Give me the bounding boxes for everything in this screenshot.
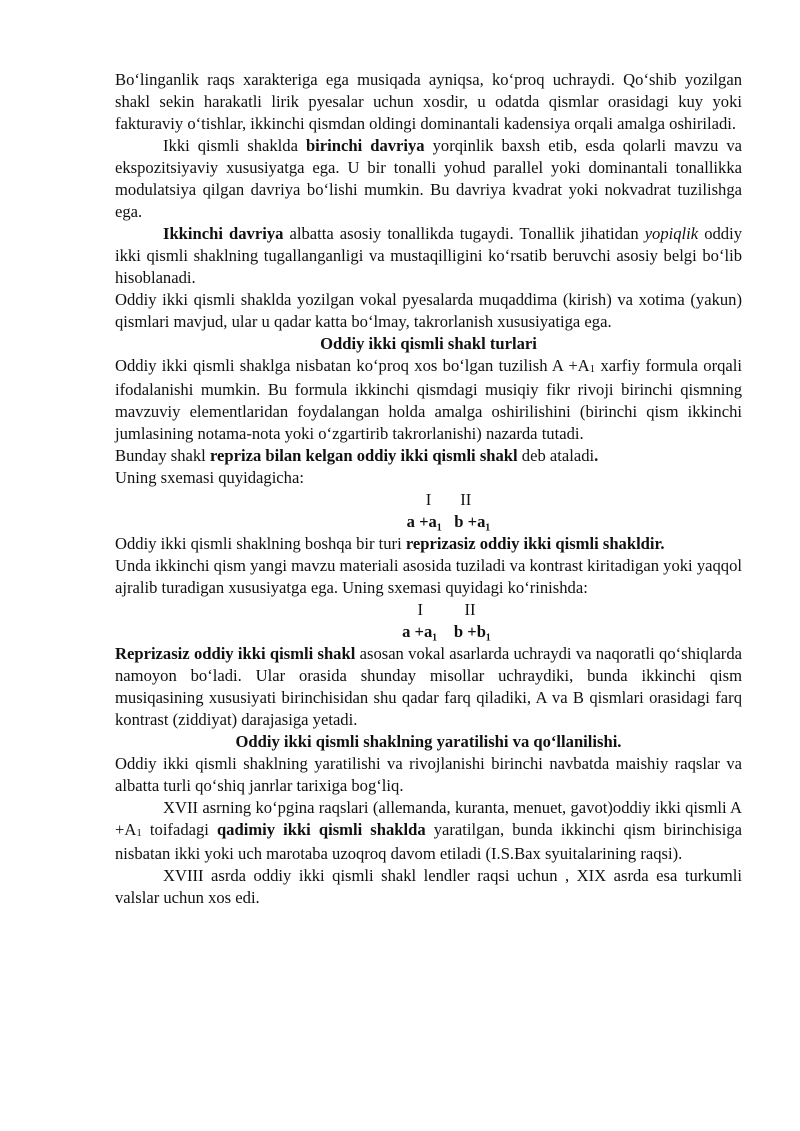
paragraph-intro: Bo‘linganlik raqs xarakteriga ega musiqada ayniqsa, ko‘proq uchraydi. Qo‘shib yozilgan shakl sekin harakatli lirik pyesalar uchun xosdir, u odatda qismlar orasidagi kuy yoki fakturaviy o‘tishlar, ikkinchi qismdan oldingi dominantali kadensiya orqali amalga oshiriladi. [115,70,742,133]
paragraph-first-period: Ikki qismli shaklda birinchi davriya yorqinlik baxsh etib, esda qolarli mavzu va ekspozitsiyaviy xususiyatga ega. U bir tonalli yohud parallel yoki dominantali tonallikka modulatsiya qilgan davriya bo‘lishi mumkin. Bu davriya kvadrat yoki nokvadrat tuzilishga ega. [115,136,742,221]
scheme-1-formula: a +a₁ b +a₁ [406,512,491,531]
paragraph-18th-19th-century: XVIII asrda oddiy ikki qismli shakl lendler raqsi uchun , XIX asrda esa turkumli valslar uchun xos edi. [115,866,742,907]
section-heading-history: Oddiy ikki qismli shaklning yaratilishi va qo‘llanilishi. [235,732,622,751]
paragraph-formula-intro: Oddiy ikki qismli shaklga nisbatan ko‘proq xos bo‘lgan tuzilish $A +A_1$ xarfiy formula orqali ifodalanishi mumkin. Bu formula ikkinchi qismdagi musiqiy fikr rivoji birinchi qismning mavzuviy elementlaridan foydalangan holda amalga oshirilishini (birinchi qism ikkinchi jumlasining notama-nota yoki o‘zgartirib takrorlanishi) nazarda tutadi. [115,356,743,443]
paragraph-17th-century: XVII asrning ko‘pgina raqslari (allemanda, kuranta, menuet, gavot)oddiy ikki qismli $A +A_1$ toifadagi qadimiy ikki qismli shaklda yaratilgan, bunda ikkinchi qism birinchisiga nisbatan ikki yoki uch marotaba uzoqroq davom etiladi (I.S.Bax syuitalarining raqsi). [115,798,742,863]
paragraph-history-intro: Oddiy ikki qismli shaklning yaratilishi va rivojlanishi birinchi navbatda maishiy raqslar va albatta turli qo‘shiq janrlar tarixiga bog‘liq. [115,754,742,795]
scheme-2-labels: I II [417,600,476,619]
term-first-period: birinchi davriya [305,136,425,155]
paragraph-non-reprise-desc: Unda ikkinchi qism yangi mavzu materiali asosida tuziladi va kontrast kiritadigan yoki yaqqol ajralib turadigan xususiyatga ega. Uning sxemasi quyidagi ko‘rinishda: [115,556,742,597]
scheme-1-labels: I II [425,490,472,509]
term-non-reprise-form-2: Reprizasiz oddiy ikki qismli shakl [115,644,356,663]
term-non-reprise-form: reprizasiz oddiy ikki qismli shakldir. [405,534,665,553]
section-heading-types: Oddiy ikki qismli shakl turlari [320,334,537,353]
paragraph-reprise-form: Bunday shakl repriza bilan kelgan oddiy ikki qismli shakl deb ataladi. [115,446,599,465]
paragraph-vocal-pieces: Oddiy ikki qismli shaklda yozilgan vokal pyesalarda muqaddima (kirish) va xotima (yakun) qismlari mavjud, ular u qadar katta bo‘lmay, takrorlanish xususiyatiga ega. [115,290,742,331]
term-closedness: yopiqlik [644,224,699,243]
paragraph-non-reprise-type: Oddiy ikki qismli shaklning boshqa bir turi reprizasiz oddiy ikki qismli shakldir. [115,534,665,553]
term-ancient-form: qadimiy ikki qismli shaklda [216,820,426,839]
scheme-2-formula: a +a₁ b +b₁ [402,622,491,641]
term-reprise-form: repriza bilan kelgan oddiy ikki qismli shakl [209,446,518,465]
document-page [115,69,742,909]
paragraph-second-period: Ikkinchi davriya albatta asosiy tonallikda tugaydi. Tonallik jihatidan yopiqlik oddiy ikki qismli shaklning tugallanganligi va mustaqilligini ko‘rsatib beruvchi asosiy belgi bo‘lib hisoblanadi. [115,224,743,287]
paragraph-scheme-intro: Uning sxemasi quyidagicha: [115,468,304,487]
term-second-period: Ikkinchi davriya [163,224,284,243]
paragraph-non-reprise-usage: Reprizasiz oddiy ikki qismli shakl asosan vokal asarlarda uchraydi va naqoratli qo‘shiqlarda namoyon bo‘ladi. Ular orasida shunday misollar uchraydiki, bunda ikkinchi qism musiqasining xususiyati birinchisidan shu qadar farq qiladiki, A va B qismlari orasidagi farq kontrast (ziddiyat) darajasiga yetadi. [115,644,742,729]
